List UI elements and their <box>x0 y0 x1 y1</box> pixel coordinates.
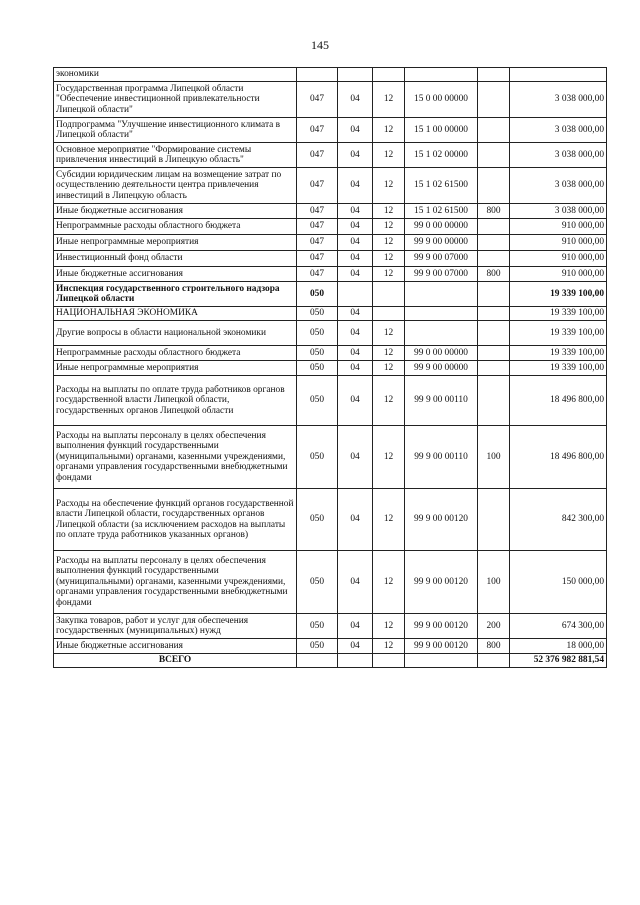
table-row <box>54 376 607 426</box>
row-name-cell: Непрограммные расходы областного бюджета <box>54 346 297 361</box>
amount-cell: 910 000,00 <box>510 267 607 282</box>
subsection-code-cell: 12 <box>373 551 405 614</box>
amount-cell: 3 038 000,00 <box>510 168 607 204</box>
subsection-code-cell: 12 <box>373 204 405 219</box>
subsection-code-cell <box>373 68 405 82</box>
section-code-cell: 04 <box>338 307 373 321</box>
empty-cell <box>338 654 373 668</box>
target-article-cell: 99 9 00 00110 <box>405 426 478 489</box>
row-name-cell: Иные непрограммные мероприятия <box>54 235 297 251</box>
section-code-cell: 04 <box>338 361 373 376</box>
ved-code-cell: 047 <box>297 267 338 282</box>
total-amount: 52 376 982 881,54 <box>510 654 607 668</box>
expense-type-cell: 200 <box>478 614 510 639</box>
row-name-cell: Расходы на выплаты персоналу в целях обеспечения выполнения функций государственными (муниципальными) органами, казенными учреждениями, органами управления государственными внебюджетными фондами <box>54 551 297 614</box>
amount-cell: 18 496 800,00 <box>510 426 607 489</box>
target-article-cell: 15 1 02 61500 <box>405 168 478 204</box>
row-name-cell: Расходы на выплаты по оплате труда работников органов государственной власти Липецкой области, государственных органов Липецкой области <box>54 376 297 426</box>
table-row <box>54 219 607 235</box>
target-article-cell: 99 9 00 07000 <box>405 251 478 267</box>
row-name-cell: Расходы на выплаты персоналу в целях обеспечения выполнения функций государственными (муниципальными) органами, казенными учреждениями, органами управления государственными внебюджетными фондами <box>54 426 297 489</box>
target-article-cell: 99 9 00 00110 <box>405 376 478 426</box>
subsection-code-cell <box>373 307 405 321</box>
subsection-code-cell: 12 <box>373 614 405 639</box>
ved-code-cell: 050 <box>297 321 338 346</box>
subsection-code-cell: 12 <box>373 82 405 118</box>
section-code-cell: 04 <box>338 143 373 168</box>
amount-cell: 3 038 000,00 <box>510 204 607 219</box>
ved-code-cell: 050 <box>297 489 338 551</box>
table-row <box>54 168 607 204</box>
row-name-cell: Непрограммные расходы областного бюджета <box>54 219 297 235</box>
subsection-code-cell: 12 <box>373 235 405 251</box>
subsection-code-cell: 12 <box>373 321 405 346</box>
ved-code-cell: 047 <box>297 118 338 143</box>
section-code-cell: 04 <box>338 321 373 346</box>
target-article-cell: 15 0 00 00000 <box>405 82 478 118</box>
expense-type-cell <box>478 361 510 376</box>
ved-code-cell: 047 <box>297 168 338 204</box>
section-code-cell: 04 <box>338 376 373 426</box>
target-article-cell: 99 9 00 00000 <box>405 361 478 376</box>
subsection-code-cell: 12 <box>373 118 405 143</box>
amount-cell: 842 300,00 <box>510 489 607 551</box>
ved-code-cell: 047 <box>297 204 338 219</box>
ved-code-cell: 050 <box>297 307 338 321</box>
subsection-code-cell <box>373 282 405 307</box>
table-row <box>54 267 607 282</box>
target-article-cell: 99 0 00 00000 <box>405 346 478 361</box>
amount-cell: 674 300,00 <box>510 614 607 639</box>
row-name-cell: Основное мероприятие "Формирование системы привлечения инвестиций в Липецкую область" <box>54 143 297 168</box>
table-row <box>54 361 607 376</box>
section-code-cell: 04 <box>338 118 373 143</box>
amount-cell: 18 000,00 <box>510 639 607 654</box>
section-code-cell: 04 <box>338 82 373 118</box>
ved-code-cell: 047 <box>297 143 338 168</box>
target-article-cell <box>405 282 478 307</box>
expense-type-cell: 100 <box>478 551 510 614</box>
subsection-code-cell: 12 <box>373 361 405 376</box>
table-row <box>54 321 607 346</box>
amount-cell: 19 339 100,00 <box>510 361 607 376</box>
expense-type-cell <box>478 219 510 235</box>
row-name-cell: Иные непрограммные мероприятия <box>54 361 297 376</box>
total-label: ВСЕГО <box>54 654 297 668</box>
amount-cell: 910 000,00 <box>510 251 607 267</box>
subsection-code-cell: 12 <box>373 267 405 282</box>
section-code-cell: 04 <box>338 168 373 204</box>
expense-type-cell: 100 <box>478 426 510 489</box>
expense-type-cell: 800 <box>478 639 510 654</box>
amount-cell: 3 038 000,00 <box>510 118 607 143</box>
expense-type-cell <box>478 282 510 307</box>
amount-cell: 910 000,00 <box>510 235 607 251</box>
subsection-code-cell: 12 <box>373 346 405 361</box>
amount-cell: 19 339 100,00 <box>510 321 607 346</box>
row-name-cell: НАЦИОНАЛЬНАЯ ЭКОНОМИКА <box>54 307 297 321</box>
ved-code-cell: 050 <box>297 614 338 639</box>
amount-cell: 150 000,00 <box>510 551 607 614</box>
ved-code-cell: 050 <box>297 361 338 376</box>
total-row <box>54 654 607 668</box>
amount-cell: 910 000,00 <box>510 219 607 235</box>
expense-type-cell <box>478 143 510 168</box>
target-article-cell: 15 1 02 00000 <box>405 143 478 168</box>
amount-cell: 19 339 100,00 <box>510 346 607 361</box>
expense-type-cell <box>478 251 510 267</box>
subsection-code-cell: 12 <box>373 426 405 489</box>
section-code-cell: 04 <box>338 551 373 614</box>
table-row <box>54 307 607 321</box>
expense-type-cell <box>478 168 510 204</box>
row-name-cell: Субсидии юридическим лицам на возмещение затрат по осуществлению деятельности центра привлечения инвестиций в Липецкую область <box>54 168 297 204</box>
section-code-cell <box>338 282 373 307</box>
target-article-cell: 99 9 00 00120 <box>405 551 478 614</box>
expense-type-cell <box>478 489 510 551</box>
table-row <box>54 282 607 307</box>
subsection-code-cell: 12 <box>373 251 405 267</box>
expense-type-cell <box>478 307 510 321</box>
empty-cell <box>373 654 405 668</box>
amount-cell: 18 496 800,00 <box>510 376 607 426</box>
target-article-cell: 15 1 00 00000 <box>405 118 478 143</box>
budget-table <box>53 67 607 668</box>
expense-type-cell <box>478 68 510 82</box>
row-name-cell: Иные бюджетные ассигнования <box>54 204 297 219</box>
budget-table-body <box>54 68 607 668</box>
section-code-cell: 04 <box>338 251 373 267</box>
row-name-cell: Расходы на обеспечение функций органов государственной власти Липецкой области, государственных органов Липецкой области (за исключением расходов на выплаты по оплате труда работников указанных органов) <box>54 489 297 551</box>
target-article-cell: 99 9 00 00120 <box>405 614 478 639</box>
amount-cell: 19 339 100,00 <box>510 282 607 307</box>
expense-type-cell <box>478 82 510 118</box>
expense-type-cell <box>478 376 510 426</box>
empty-cell <box>297 654 338 668</box>
ved-code-cell: 050 <box>297 346 338 361</box>
section-code-cell: 04 <box>338 614 373 639</box>
subsection-code-cell: 12 <box>373 168 405 204</box>
row-name-cell: экономики <box>54 68 297 82</box>
section-code-cell: 04 <box>338 235 373 251</box>
subsection-code-cell: 12 <box>373 219 405 235</box>
expense-type-cell <box>478 235 510 251</box>
ved-code-cell: 047 <box>297 82 338 118</box>
row-name-cell: Подпрограмма "Улучшение инвестиционного климата в Липецкой области" <box>54 118 297 143</box>
subsection-code-cell: 12 <box>373 489 405 551</box>
expense-type-cell <box>478 321 510 346</box>
ved-code-cell: 047 <box>297 219 338 235</box>
section-code-cell: 04 <box>338 639 373 654</box>
expense-type-cell: 800 <box>478 204 510 219</box>
target-article-cell <box>405 321 478 346</box>
target-article-cell <box>405 307 478 321</box>
table-row <box>54 551 607 614</box>
expense-type-cell: 800 <box>478 267 510 282</box>
row-name-cell: Иные бюджетные ассигнования <box>54 267 297 282</box>
table-row <box>54 118 607 143</box>
section-code-cell <box>338 68 373 82</box>
table-row <box>54 426 607 489</box>
ved-code-cell: 047 <box>297 235 338 251</box>
section-code-cell: 04 <box>338 204 373 219</box>
ved-code-cell: 050 <box>297 551 338 614</box>
target-article-cell: 99 0 00 00000 <box>405 219 478 235</box>
page-number: 145 <box>311 38 329 52</box>
subsection-code-cell: 12 <box>373 639 405 654</box>
table-row <box>54 143 607 168</box>
target-article-cell: 99 9 00 00120 <box>405 639 478 654</box>
section-code-cell: 04 <box>338 489 373 551</box>
section-code-cell: 04 <box>338 267 373 282</box>
expense-type-cell <box>478 346 510 361</box>
table-row <box>54 235 607 251</box>
empty-cell <box>478 654 510 668</box>
table-row <box>54 614 607 639</box>
section-code-cell: 04 <box>338 426 373 489</box>
ved-code-cell <box>297 68 338 82</box>
row-name-cell: Другие вопросы в области национальной экономики <box>54 321 297 346</box>
amount-cell <box>510 68 607 82</box>
row-name-cell: Иные бюджетные ассигнования <box>54 639 297 654</box>
amount-cell: 3 038 000,00 <box>510 143 607 168</box>
amount-cell: 19 339 100,00 <box>510 307 607 321</box>
table-row <box>54 68 607 82</box>
table-row <box>54 489 607 551</box>
row-name-cell: Инвестиционный фонд области <box>54 251 297 267</box>
target-article-cell: 15 1 02 61500 <box>405 204 478 219</box>
target-article-cell: 99 9 00 07000 <box>405 267 478 282</box>
section-code-cell: 04 <box>338 346 373 361</box>
row-name-cell: Инспекция государственного строительного надзора Липецкой области <box>54 282 297 307</box>
target-article-cell: 99 9 00 00000 <box>405 235 478 251</box>
target-article-cell <box>405 68 478 82</box>
ved-code-cell: 050 <box>297 426 338 489</box>
ved-code-cell: 050 <box>297 639 338 654</box>
target-article-cell: 99 9 00 00120 <box>405 489 478 551</box>
table-row <box>54 204 607 219</box>
table-row <box>54 639 607 654</box>
table-row <box>54 346 607 361</box>
row-name-cell: Государственная программа Липецкой области "Обеспечение инвестиционной привлекательности Липецкой области" <box>54 82 297 118</box>
table-row <box>54 82 607 118</box>
empty-cell <box>405 654 478 668</box>
ved-code-cell: 047 <box>297 251 338 267</box>
table-row <box>54 251 607 267</box>
ved-code-cell: 050 <box>297 282 338 307</box>
subsection-code-cell: 12 <box>373 143 405 168</box>
amount-cell: 3 038 000,00 <box>510 82 607 118</box>
row-name-cell: Закупка товаров, работ и услуг для обеспечения государственных (муниципальных) нужд <box>54 614 297 639</box>
ved-code-cell: 050 <box>297 376 338 426</box>
subsection-code-cell: 12 <box>373 376 405 426</box>
expense-type-cell <box>478 118 510 143</box>
section-code-cell: 04 <box>338 219 373 235</box>
